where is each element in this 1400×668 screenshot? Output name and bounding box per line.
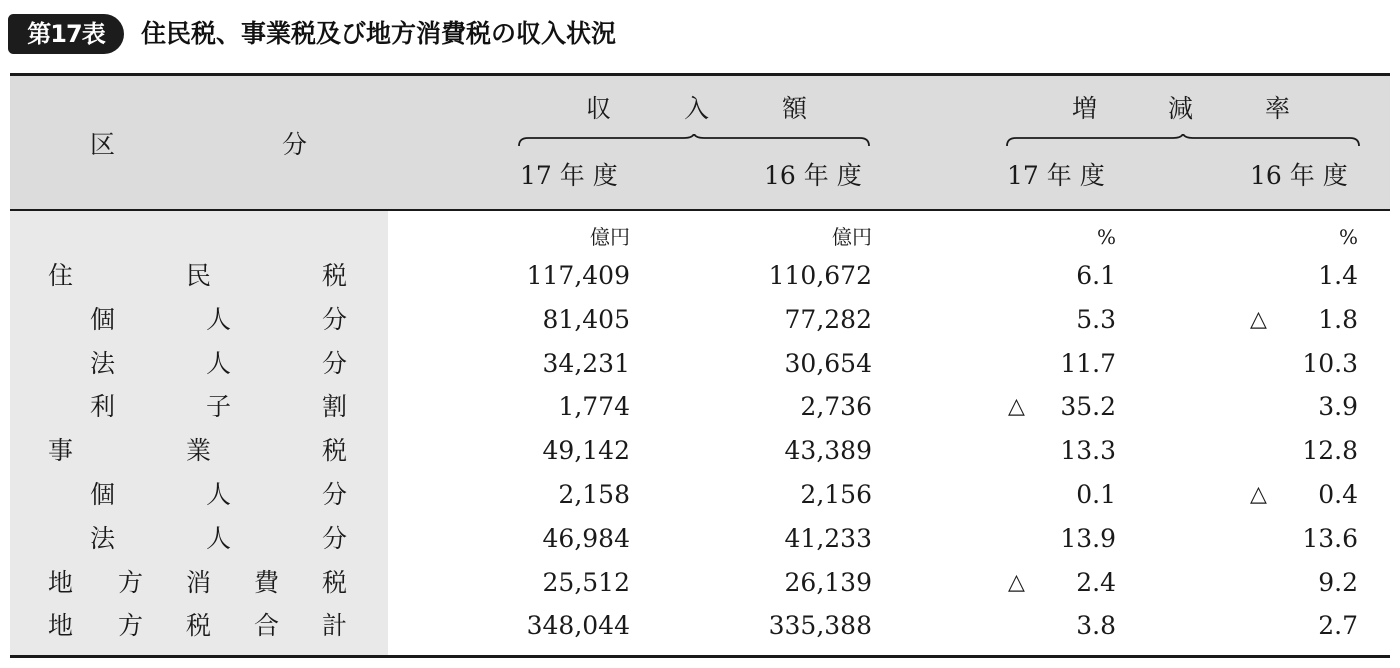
row-label-char: 税 <box>322 568 348 597</box>
unit-revenue-16: 億円 <box>832 225 872 249</box>
revenue-16-cell: 110,672 <box>768 261 872 290</box>
header-revenue-char-1: 収 <box>586 94 612 123</box>
revenue-17-cell: 49,142 <box>542 436 630 465</box>
row-label-char: 分 <box>322 305 348 334</box>
rate-17-cell: 13.3 <box>1060 436 1116 465</box>
rate-17-cell: 35.2 <box>1060 392 1116 421</box>
table-number-badge: 第17表 <box>8 14 124 54</box>
revenue-16-cell: 2,156 <box>800 480 872 509</box>
table-bottom-rule <box>10 655 1390 658</box>
revenue-17-cell: 1,774 <box>558 392 630 421</box>
rate-16-cell: 3.9 <box>1318 392 1358 421</box>
revenue-17-cell: 2,158 <box>558 480 630 509</box>
header-rate-char-3: 率 <box>1265 94 1291 123</box>
negative-marker-icon: △ <box>1008 570 1025 595</box>
row-label-char: 民 <box>186 261 212 290</box>
revenue-16-cell: 2,736 <box>800 392 872 421</box>
header-revenue-year17: 17 年 度 <box>520 161 618 190</box>
revenue-16-cell: 335,388 <box>768 611 872 640</box>
row-label-char: 個 <box>90 305 116 334</box>
rate-16-cell: 12.8 <box>1302 436 1358 465</box>
rate-17-cell: 13.9 <box>1060 524 1116 553</box>
rate-17-cell: 5.3 <box>1076 305 1116 334</box>
row-label-char: 分 <box>322 524 348 553</box>
table-title: 住民税、事業税及び地方消費税の収入状況 <box>141 19 617 48</box>
row-label-char: 合 <box>254 611 280 640</box>
row-label-char: 分 <box>322 349 348 378</box>
row-label-char: 人 <box>206 349 232 378</box>
rate-16-cell: 13.6 <box>1302 524 1358 553</box>
unit-revenue-17: 億円 <box>590 225 630 249</box>
row-label-char: 子 <box>206 392 232 421</box>
negative-marker-icon: △ <box>1250 307 1267 332</box>
rate-17-cell: 0.1 <box>1076 480 1116 509</box>
row-label-char: 税 <box>322 261 348 290</box>
rate-brace <box>1006 134 1360 148</box>
revenue-17-cell: 348,044 <box>526 611 630 640</box>
header-rate-char-2: 減 <box>1168 94 1194 123</box>
revenue-17-cell: 117,409 <box>526 261 630 290</box>
row-label-char: 個 <box>90 480 116 509</box>
row-label-char: 税 <box>186 611 212 640</box>
rate-17-cell: 3.8 <box>1076 611 1116 640</box>
revenue-16-cell: 30,654 <box>784 349 872 378</box>
row-label-char: 割 <box>322 392 348 421</box>
rate-17-cell: 6.1 <box>1076 261 1116 290</box>
revenue-brace <box>518 134 870 148</box>
rate-16-cell: 1.4 <box>1318 261 1358 290</box>
row-label-char: 人 <box>206 524 232 553</box>
header-revenue-year16: 16 年 度 <box>764 161 862 190</box>
row-label-char: 法 <box>90 524 116 553</box>
negative-marker-icon: △ <box>1008 394 1025 419</box>
rate-16-cell: 1.8 <box>1318 305 1358 334</box>
revenue-16-cell: 77,282 <box>784 305 872 334</box>
row-label-char: 税 <box>322 436 348 465</box>
row-label-char: 地 <box>48 611 74 640</box>
revenue-17-cell: 46,984 <box>542 524 630 553</box>
header-category-char-2: 分 <box>282 130 308 159</box>
row-label-char: 住 <box>48 261 74 290</box>
revenue-16-cell: 43,389 <box>784 436 872 465</box>
table-header-rule <box>10 209 1390 211</box>
header-rate-char-1: 増 <box>1072 94 1098 123</box>
unit-rate-16: % <box>1338 225 1358 249</box>
header-category-char-1: 区 <box>90 130 116 159</box>
row-label-char: 方 <box>118 611 144 640</box>
rate-16-cell: 10.3 <box>1302 349 1358 378</box>
unit-rate-17: % <box>1096 225 1116 249</box>
row-label-char: 消 <box>186 568 212 597</box>
table-top-rule <box>10 73 1390 76</box>
row-label-char: 地 <box>48 568 74 597</box>
revenue-17-cell: 34,231 <box>542 349 630 378</box>
revenue-16-cell: 41,233 <box>784 524 872 553</box>
row-label-char: 業 <box>186 436 212 465</box>
rate-16-cell: 2.7 <box>1318 611 1358 640</box>
revenue-17-cell: 25,512 <box>542 568 630 597</box>
header-rate-year16: 16 年 度 <box>1250 161 1348 190</box>
revenue-17-cell: 81,405 <box>542 305 630 334</box>
row-label-char: 人 <box>206 305 232 334</box>
rate-16-cell: 0.4 <box>1318 480 1358 509</box>
rate-16-cell: 9.2 <box>1318 568 1358 597</box>
row-label-char: 利 <box>90 392 116 421</box>
rate-17-cell: 11.7 <box>1060 349 1116 378</box>
header-rate-year17: 17 年 度 <box>1007 161 1105 190</box>
row-label-char: 法 <box>90 349 116 378</box>
rate-17-cell: 2.4 <box>1076 568 1116 597</box>
row-label-char: 人 <box>206 480 232 509</box>
row-label-char: 計 <box>322 611 348 640</box>
revenue-16-cell: 26,139 <box>784 568 872 597</box>
row-label-char: 費 <box>254 568 280 597</box>
negative-marker-icon: △ <box>1250 482 1267 507</box>
row-label-char: 分 <box>322 480 348 509</box>
title-row <box>8 12 1398 56</box>
row-label-char: 方 <box>118 568 144 597</box>
header-revenue-char-2: 入 <box>684 94 710 123</box>
row-label-char: 事 <box>48 436 74 465</box>
header-revenue-char-3: 額 <box>782 94 808 123</box>
